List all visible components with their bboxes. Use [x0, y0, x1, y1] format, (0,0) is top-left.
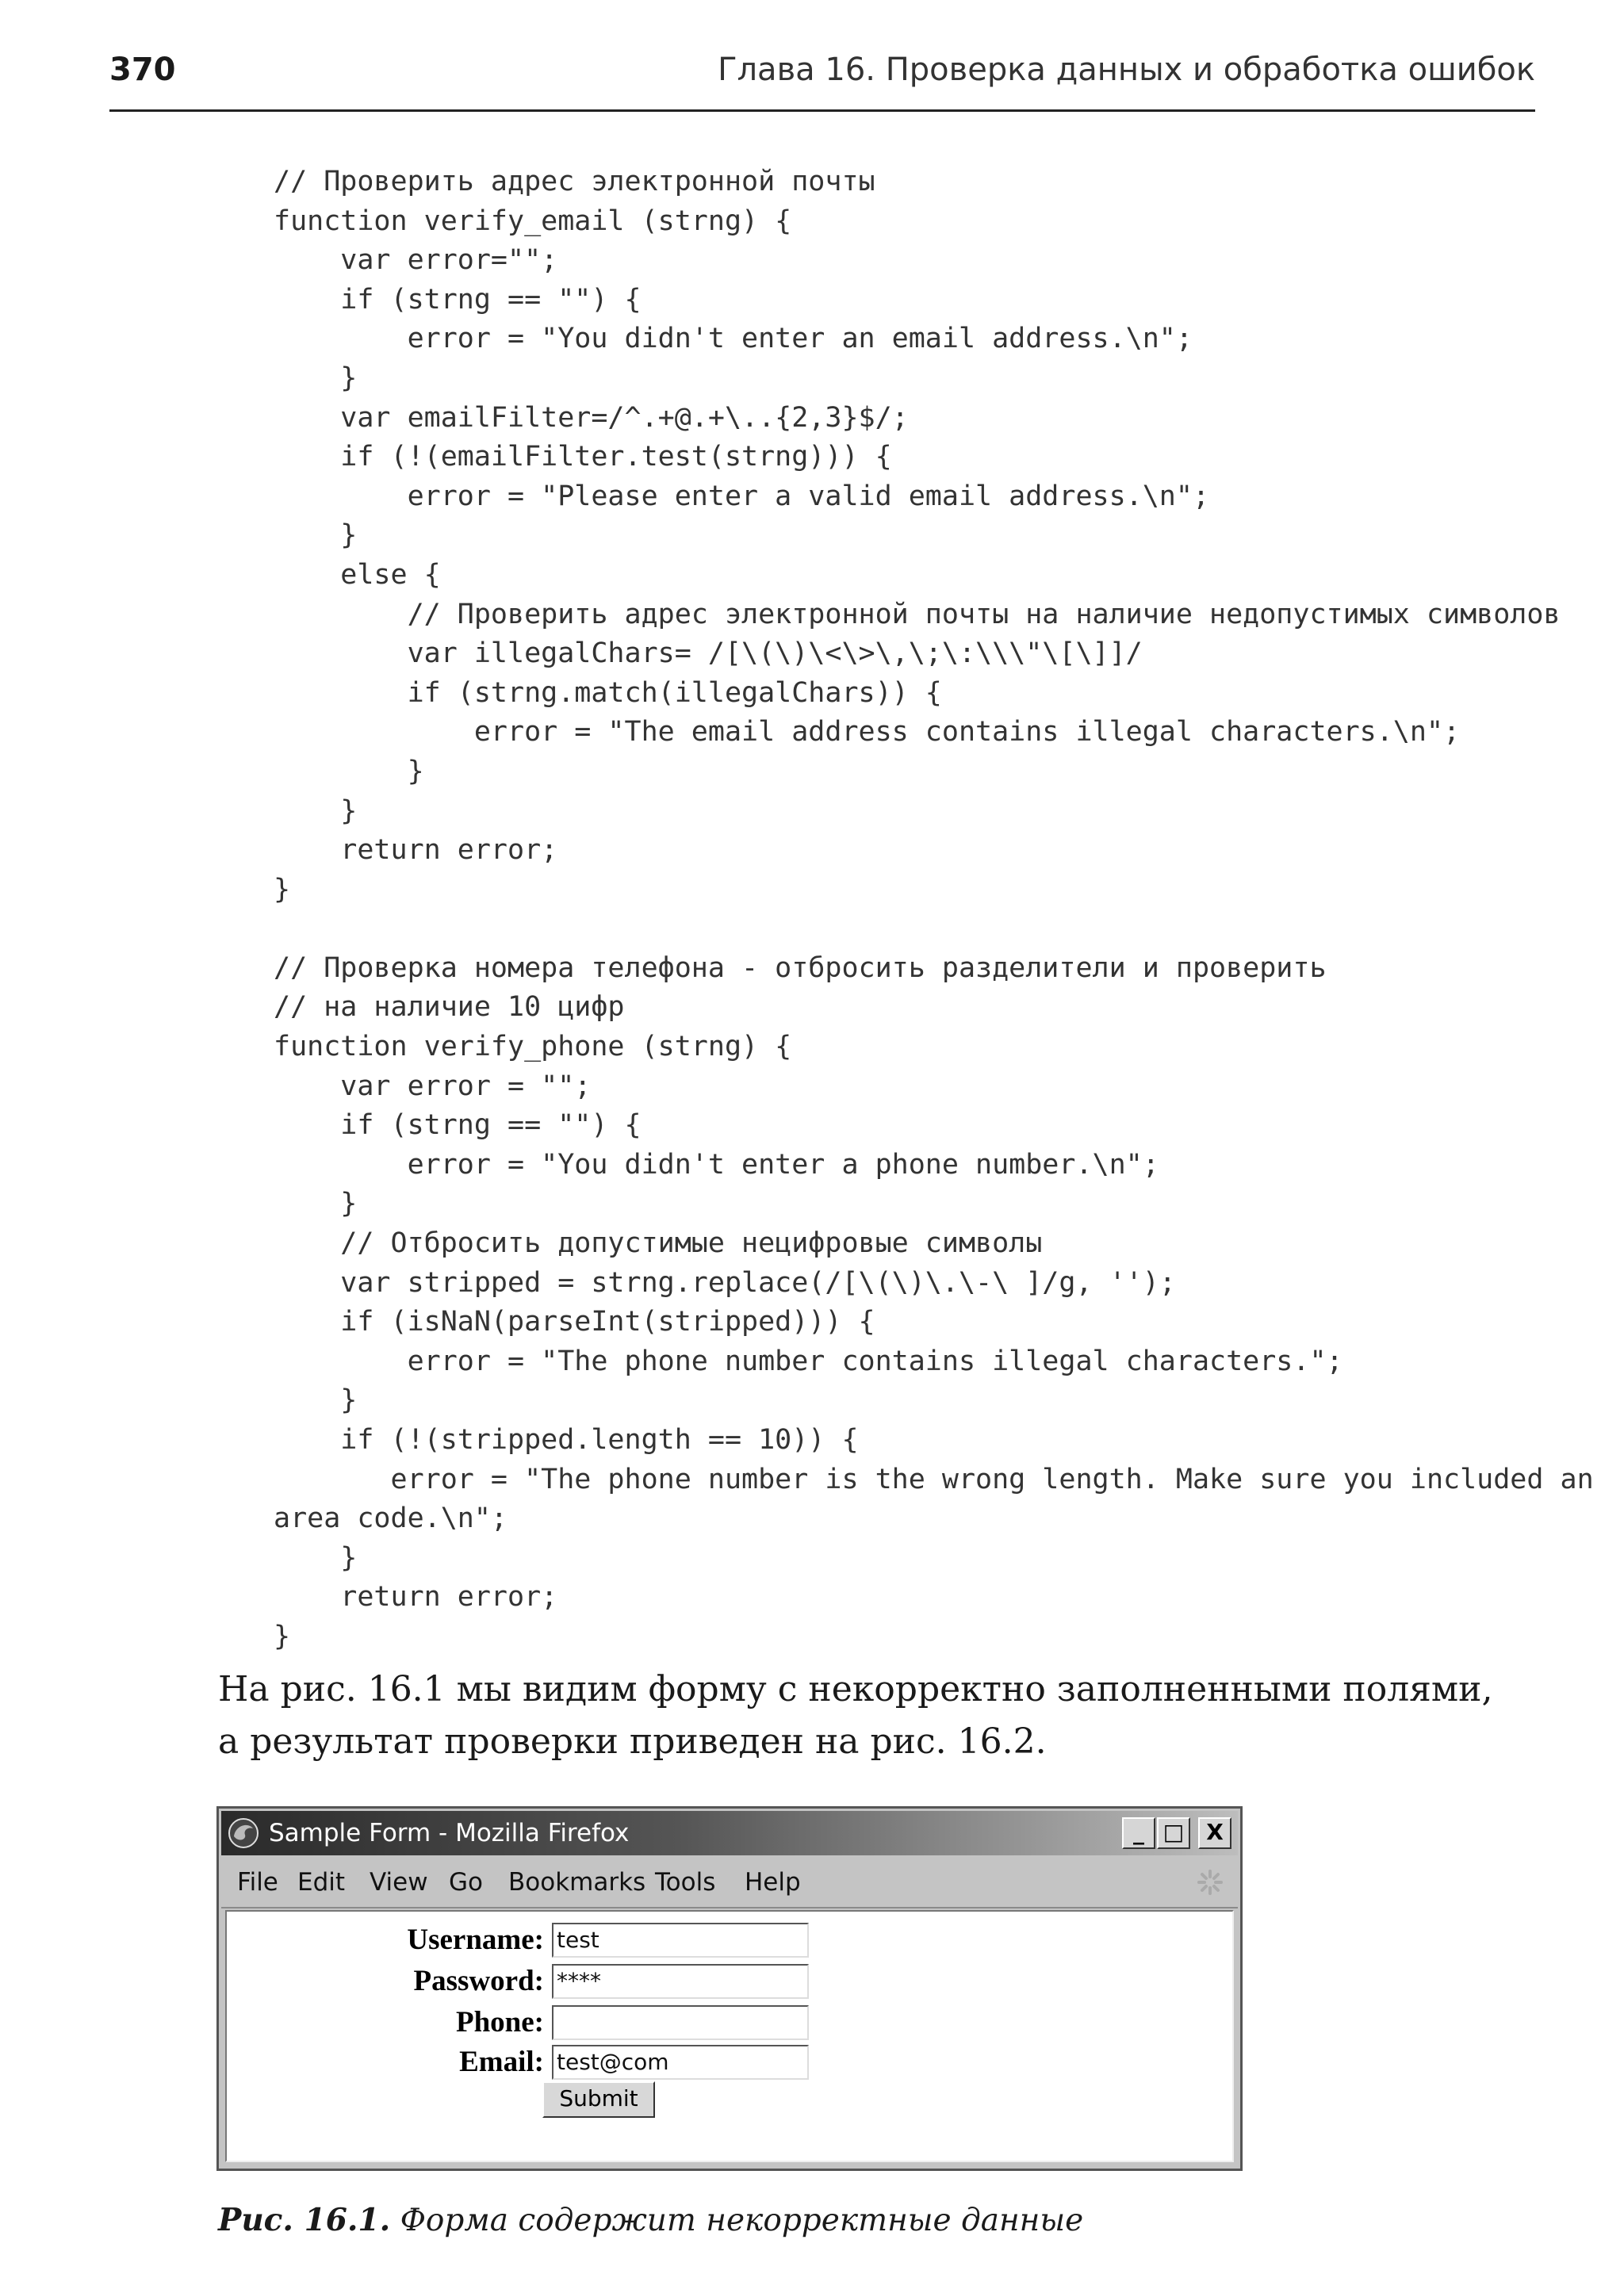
code-line: function verify_email (strng) { [274, 205, 792, 237]
running-title: Глава 16. Проверка данных и обработка ошибок [718, 52, 1535, 88]
caption-text: Форма содержит некорректные данные [400, 2203, 1084, 2238]
minimize-button[interactable]: _ [1122, 1817, 1155, 1849]
code-line: var emailFilter=/^.+@.+\..{2,3}$/; [274, 401, 909, 434]
code-line [274, 909, 1558, 949]
code-line: error = "You didn't enter a phone number.\n"; [274, 1148, 1159, 1181]
menu-view[interactable]: View [370, 1868, 428, 1897]
code-line: else { [274, 558, 441, 591]
code-line: } [274, 1188, 358, 1220]
code-line: return error; [274, 834, 558, 867]
figure-browser-window [216, 1806, 1243, 2171]
code-line: if (strng == "") { [274, 1109, 642, 1142]
email-label: Email: [459, 2046, 544, 2078]
code-line: // Отбросить допустимые нецифровые символы [274, 1227, 1043, 1260]
throbber-icon [1197, 1869, 1224, 1896]
phone-label: Phone: [456, 2006, 544, 2039]
code-line: error = "The email address contains illegal characters.\n"; [274, 716, 1461, 748]
code-line: if (isNaN(parseInt(stripped))) { [274, 1306, 875, 1338]
close-button[interactable]: X [1198, 1817, 1231, 1849]
window-title: Sample Form - Mozilla Firefox [269, 1819, 630, 1847]
code-line: error = "You didn't enter an email address.\n"; [274, 323, 1193, 355]
page-header [109, 46, 1535, 112]
code-line: } [274, 873, 291, 905]
email-input[interactable]: test@com [552, 2045, 809, 2080]
page-content [225, 1910, 1234, 2162]
code-line: var error = ""; [274, 1070, 592, 1102]
code-line: } [274, 755, 424, 787]
code-line: } [274, 519, 358, 552]
username-input[interactable]: test [552, 1923, 809, 1958]
code-line: // Проверить адрес электронной почты [274, 166, 875, 197]
username-label: Username: [407, 1924, 544, 1956]
phone-input[interactable] [552, 2005, 809, 2040]
code-line: var stripped = strng.replace(/[\(\)\.\-\ ]/g, ''); [274, 1266, 1176, 1299]
menu-go[interactable]: Go [449, 1868, 483, 1897]
window-titlebar[interactable] [221, 1811, 1238, 1855]
caption-label: Рис. 16.1. [218, 2202, 391, 2238]
menu-file[interactable]: File [237, 1868, 278, 1897]
page-number: 370 [109, 52, 176, 88]
password-label: Password: [413, 1965, 544, 1997]
code-line: error = "The phone number is the wrong length. Make sure you included an [274, 1463, 1594, 1495]
body-paragraph [218, 1663, 1550, 1768]
code-line: if (!(emailFilter.test(strng))) { [274, 441, 892, 473]
code-line: // Проверка номера телефона - отбросить разделители и проверить [274, 951, 1327, 984]
password-input[interactable]: **** [552, 1964, 809, 1999]
menu-edit[interactable]: Edit [297, 1868, 346, 1897]
code-line: return error; [274, 1581, 558, 1614]
code-line: } [274, 1541, 358, 1574]
menu-bookmarks[interactable]: Bookmarks [508, 1868, 646, 1897]
code-line: function verify_phone (strng) { [274, 1031, 792, 1063]
paragraph-line: а результат проверки приведен на рис. 16.2. [218, 1721, 1047, 1762]
code-line: } [274, 1384, 358, 1417]
code-listing [274, 163, 1594, 1657]
firefox-icon [228, 1817, 259, 1849]
code-line: var error=""; [274, 244, 558, 277]
code-line: if (strng == "") { [274, 283, 642, 316]
paragraph-line: На рис. 16.1 мы видим форму с некорректно заполненными полями, [218, 1669, 1493, 1709]
code-line: } [274, 362, 358, 394]
code-line: } [274, 794, 358, 827]
figure-caption [218, 2198, 1550, 2243]
menu-bar [221, 1858, 1238, 1908]
code-line: // Проверить адрес электронной почты на наличие недопустимых символов [274, 598, 1561, 630]
menu-help[interactable]: Help [745, 1868, 801, 1897]
code-line: if (!(stripped.length == 10)) { [274, 1424, 859, 1456]
code-line: var illegalChars= /[\(\)\<\>\,\;\:\\\"\[\]]/ [274, 637, 1143, 670]
menu-tools[interactable]: Tools [655, 1868, 716, 1897]
code-line: // на наличие 10 цифр [274, 991, 625, 1024]
maximize-button[interactable]: □ [1157, 1817, 1190, 1849]
submit-button[interactable]: Submit [542, 2081, 655, 2118]
code-line: error = "Please enter a valid email address.\n"; [274, 480, 1210, 512]
code-line: } [274, 1620, 291, 1652]
code-line: if (strng.match(illegalChars)) { [274, 676, 942, 709]
code-line: error = "The phone number contains illegal characters."; [274, 1345, 1343, 1377]
code-line: area code.\n"; [274, 1503, 508, 1535]
